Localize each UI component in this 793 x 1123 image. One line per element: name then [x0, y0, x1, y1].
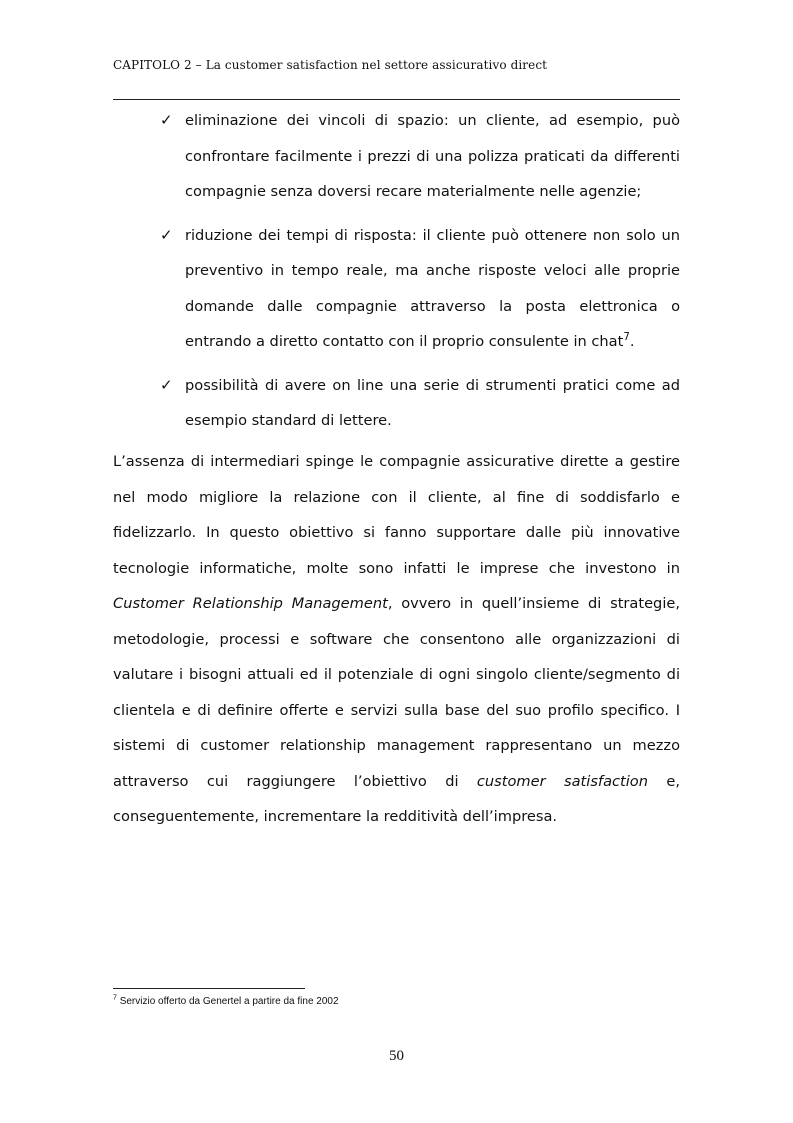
body-paragraph	[113, 444, 680, 835]
footnote-number: 7	[113, 994, 117, 1002]
bullet-text: possibilità di avere on line una serie di strumenti pratici come ad esempio standard di lettere.	[185, 376, 680, 429]
bullet-list	[160, 103, 680, 439]
list-item	[160, 103, 680, 210]
list-item	[160, 368, 680, 439]
footnote-reference: 7	[623, 332, 630, 344]
bullet-trailing-punctuation: .	[629, 333, 635, 350]
footnote-text: Servizio offerto da Genertel a partire da fine 2002	[119, 996, 339, 1007]
paragraph-text: , ovvero in quell’insieme di strategie, metodologie, processi e software che consentono alle organizzazioni di valutare i bisogni attuali ed il potenziale di ogni singolo cliente/segmento di clientela e di definire offerte e servizi sulla base del suo profilo specifico. I sistemi di customer relationship management rappresentano un mezzo attraverso cui raggiungere l’obiettivo di	[113, 595, 680, 790]
paragraph-italic-term: customer satisfaction	[476, 772, 648, 790]
paragraph-text: L’assenza di intermediari spinge le compagnie assicurative dirette a gestire nel modo migliore la relazione con il cliente, al fine di soddisfarlo e fidelizzarlo. In questo obiettivo si fanno supportare dalle più innovative tecnologie informatiche, molte sono infatti le imprese che investono in	[113, 453, 680, 577]
list-item	[160, 218, 680, 360]
footnote-divider	[113, 988, 305, 989]
paragraph-italic-term: Customer Relationship Management	[113, 595, 388, 612]
bullet-text: eliminazione dei vincoli di spazio: un cliente, ad esempio, può confrontare facilmente i prezzi di una polizza praticati da differenti compagnie senza doversi recare materialmente nelle agenzie;	[185, 112, 680, 200]
header-divider	[113, 99, 680, 100]
footnote	[113, 996, 680, 1007]
bullet-text: riduzione dei tempi di risposta: il cliente può ottenere non solo un preventivo in tempo reale, ma anche risposte veloci alle proprie domande dalle compagnie attraverso la posta elettronica o entrando a diretto contatto con il proprio consulente in chat	[185, 226, 680, 350]
check-icon: ✓	[160, 375, 173, 394]
paragraph-text: e, conseguentemente, incrementare la redditività dell’impresa.	[113, 772, 680, 825]
check-icon: ✓	[160, 111, 173, 129]
page-number: 50	[389, 1048, 404, 1064]
running-header: CAPITOLO 2 – La customer satisfaction nel settore assicurativo direct	[113, 58, 548, 72]
check-icon: ✓	[160, 225, 173, 244]
